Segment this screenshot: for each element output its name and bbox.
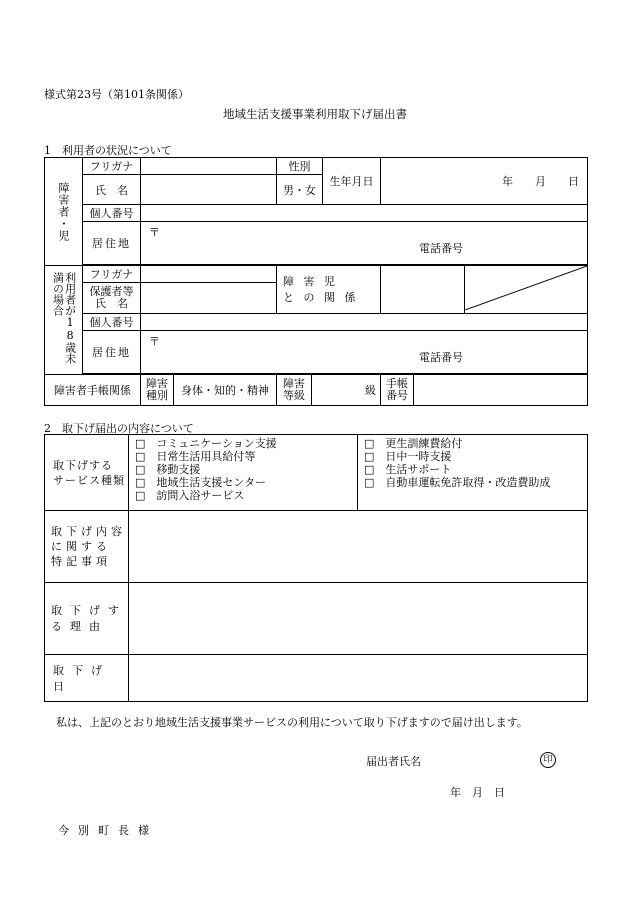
birthdate-field[interactable]: 年 月 日 bbox=[381, 158, 588, 205]
declaration-text: 私は、上記のとおり地域生活支援事業サービスの利用について取り下げますので届け出します。 bbox=[56, 716, 528, 729]
section1-heading: 1 利用者の状況について bbox=[44, 144, 172, 157]
gender-label: 性別 bbox=[277, 158, 323, 175]
reason-field[interactable] bbox=[129, 583, 588, 655]
guardian-address-field[interactable] bbox=[141, 331, 588, 374]
service-checkbox[interactable]: □ 訪問入浴サービス bbox=[135, 489, 245, 502]
form-title: 地域生活支援事業利用取下げ届出書 bbox=[223, 107, 407, 121]
postal-mark: 〒 bbox=[149, 226, 160, 239]
handbook-relation-label: 障害者手帳関係 bbox=[45, 375, 141, 406]
phone-label: 電話番号 bbox=[419, 242, 464, 255]
name-label: 氏 名 bbox=[83, 175, 141, 205]
guardian-furigana-field[interactable] bbox=[141, 266, 277, 283]
form-number: 様式第23号（第101条関係） bbox=[44, 88, 189, 101]
handbook-number-label: 手帳 番号 bbox=[381, 375, 414, 405]
services-left-list bbox=[129, 435, 358, 511]
guardian-phone-label: 電話番号 bbox=[419, 351, 464, 364]
service-checkbox[interactable]: □ 生活サポート bbox=[364, 463, 452, 476]
diagonal-line bbox=[465, 266, 587, 310]
name-field[interactable] bbox=[141, 175, 277, 205]
relation-field[interactable] bbox=[381, 266, 465, 314]
guardian-personal-number-field[interactable] bbox=[141, 314, 588, 331]
personal-number-field[interactable] bbox=[141, 205, 588, 222]
withdrawal-content-table bbox=[44, 434, 588, 702]
guardian-name-label: 保護者等 氏 名 bbox=[83, 283, 141, 314]
service-checkbox[interactable]: □ 地域生活支援センター bbox=[135, 476, 266, 489]
furigana-label: フリガナ bbox=[83, 158, 141, 175]
service-checkbox[interactable]: □ 更生訓練費給付 bbox=[364, 437, 463, 450]
relation-blank bbox=[465, 266, 588, 314]
section2-heading: 2 取下げ届出の内容について bbox=[44, 422, 194, 435]
address-field[interactable] bbox=[141, 222, 588, 265]
personal-number-label: 個人番号 bbox=[83, 205, 141, 222]
gender-options[interactable]: 男・女 bbox=[277, 175, 323, 205]
user-group-label: 障害者・児 bbox=[45, 158, 83, 266]
disability-grade-unit[interactable]: 級 bbox=[365, 384, 376, 397]
guardian-group-label: 利用者が18歳未満の場合 bbox=[45, 266, 83, 375]
birthdate-label: 生年月日 bbox=[323, 158, 381, 205]
guardian-furigana-label: フリガナ bbox=[83, 266, 141, 283]
guardian-personal-number-label: 個人番号 bbox=[83, 314, 141, 331]
service-checkbox[interactable]: □ 自動車運転免許取得・改造費助成 bbox=[364, 476, 551, 489]
submission-date[interactable]: 年 月 日 bbox=[450, 786, 505, 799]
services-label: 取下げする サービス種類 bbox=[45, 435, 129, 511]
date-field[interactable] bbox=[129, 655, 588, 702]
guardian-name-field[interactable] bbox=[141, 283, 277, 314]
addressee: 今別町長様 bbox=[58, 824, 158, 837]
seal-mark: 印 bbox=[540, 752, 556, 768]
disability-type-value[interactable]: 身体・知的・精神 bbox=[181, 384, 269, 397]
address-label: 居住地 bbox=[83, 222, 141, 265]
notes-label: 取下げ内容 に関する 特記事項 bbox=[45, 511, 129, 583]
disability-type-label: 障害 種別 bbox=[141, 375, 174, 405]
applicant-name-label: 届出者氏名 bbox=[366, 755, 421, 768]
service-checkbox[interactable]: □ コミュニケーション支援 bbox=[135, 437, 277, 450]
service-checkbox[interactable]: □ 日常生活用具給付等 bbox=[135, 450, 256, 463]
furigana-field[interactable] bbox=[141, 158, 277, 175]
guardian-postal-mark: 〒 bbox=[149, 335, 160, 348]
service-checkbox[interactable]: □ 日中一時支援 bbox=[364, 450, 452, 463]
service-checkbox[interactable]: □ 移動支援 bbox=[135, 463, 201, 476]
notes-field[interactable] bbox=[129, 511, 588, 583]
user-status-table bbox=[44, 157, 588, 406]
reason-label: 取下げす る理由 bbox=[45, 583, 129, 655]
relation-label: 障 害 児 と の 関 係 bbox=[277, 266, 381, 314]
guardian-address-label: 居住地 bbox=[83, 331, 141, 374]
date-label: 取下げ日 bbox=[45, 655, 129, 702]
services-right-list bbox=[358, 435, 588, 511]
disability-grade-label: 障害 等級 bbox=[277, 375, 312, 405]
